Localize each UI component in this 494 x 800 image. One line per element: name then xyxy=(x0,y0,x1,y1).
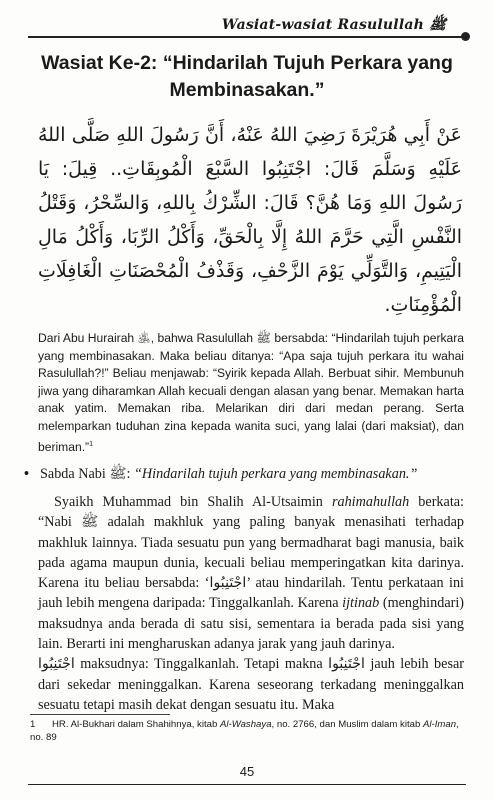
translation-text: Dari Abu Hurairah ﵁, bahwa Rasulullah ﷺ bersabda: “Hindarilah tujuh perkara yang membinasakan. Maka beliau ditanya: “Apa saja tujuh perkara itu wahai Rasulullah?!” Beliau menjawab: “Syirik kepada Allah. Berbuat sihir. Membunuh jiwa yang diharamkan Allah kecuali dengan alasan yang benar. Memakan harta anak yatim. Memakan riba. Melarikan diri dari medan perang. Serta melemparkan tuduhan zina kepada wanita suci, yang lalai (dari maksiat), dan beriman.” xyxy=(38,331,464,454)
p1-text-a: Syaikh Muhammad bin Shalih Al-Utsaimin xyxy=(54,494,332,510)
footnote-rule xyxy=(30,714,170,715)
running-title: Wasiat-wasiat Rasulullah ﷺ xyxy=(221,17,446,33)
commentary-paragraph-1 xyxy=(38,492,464,654)
bullet-lead: Sabda Nabi ﷺ: xyxy=(40,466,134,482)
footnote-book-a: Al-Washaya xyxy=(219,719,272,730)
footnote-text-a: HR. Al-Bukhari dalam Shahihnya, kitab xyxy=(52,719,220,730)
bullet-quote: “Hindarilah tujuh perkara yang membinasakan.” xyxy=(134,466,418,482)
bullet-point xyxy=(24,464,464,484)
footnote-text-c: , no. 89 xyxy=(30,719,459,743)
p2-arabic-word-2: اجْتَنِبُوا xyxy=(328,656,365,673)
bottom-rule xyxy=(28,784,466,785)
p2-text-b: jauh lebih besar dari sekedar meninggalkan. Karena seseorang terkadang meninggalkan sesuatu tetapi masih dekat dengan sesuatu itu. Maka xyxy=(38,656,464,713)
header-ornament-dot xyxy=(461,32,470,41)
hadith-arabic-text: عَنْ أَبِي هُرَيْرَةَ رَضِيَ اللهُ عَنْهُ، أَنَّ رَسُولَ اللهِ صَلَّى اللهُ عَلَيْهِ وَسَلَّمَ قَالَ: اجْتَنِبُوا السَّبْعَ الْمُوبِقَاتِ.. قِيلَ: يَا رَسُولَ اللهِ وَمَا هُنَّ؟ قَالَ: الشِّرْكُ بِاللهِ، وَالسِّحْرُ، وَقَتْلُ النَّفْسِ الَّتِي حَرَّمَ اللهُ إِلَّا بِالْحَقِّ، وَأَكْلُ الرِّبَا، وَأَكْلُ مَالِ الْيَتِيمِ، وَالتَّوَلِّي يَوْمَ الزَّحْفِ، وَقَذْفُ الْمُحْصَنَاتِ الْغَافِلَاتِ الْمُؤْمِنَاتِ. xyxy=(38,124,462,316)
running-header xyxy=(28,12,466,40)
p1-term-ijtinab: ijtinab xyxy=(342,595,380,612)
footnote-number: 1 xyxy=(30,719,36,730)
footnote xyxy=(30,718,464,744)
bullet-icon: • xyxy=(24,466,29,482)
p1-arabic-word: اجْتَنِبُوا xyxy=(209,575,247,592)
hadith-translation xyxy=(38,330,464,456)
p2-arabic-word: اجْتَنِبُوا xyxy=(38,656,75,673)
p2-text-a: maksudnya: Tinggalkanlah. Tetapi makna xyxy=(74,656,329,673)
chapter-title: Wasiat Ke-2: “Hindarilah Tujuh Perkara yang Membinasakan.” xyxy=(41,52,453,101)
footnote-book-b: Al-Iman xyxy=(422,719,457,730)
commentary-paragraph-2 xyxy=(38,654,464,715)
page-number: 45 xyxy=(239,764,255,779)
p1-honorific: rahimahullah xyxy=(331,494,410,510)
commentary-body xyxy=(38,492,464,715)
p1-text-c: ’ atau hindarilah. Tentu perkataan ini jauh lebih mengena daripada: Tinggalkanlah. Karena xyxy=(38,575,464,612)
footnote-reference: 1 xyxy=(89,440,93,448)
p1-text-d: (menghindari) maksudnya anda berada di satu sisi, sementara ia berada pada sisi yang lain. Berarti ini mengharuskan adanya jarak yang jauh darinya. xyxy=(38,595,465,653)
p1-text-b: berkata: “Nabi ﷺ adalah makhluk yang paling banyak menasihati terhadap makhluk lainnya. Tiada sesuatu pun yang bermadharat bagi manusia, baik pada agama maupun dunia, kecuali beliau memperingatkan kita darinya. Karena itu beliau bersabda: ‘ xyxy=(38,494,464,592)
header-rule xyxy=(28,36,466,38)
footnote-text-b: , no. 2766, dan Muslim dalam kitab xyxy=(271,719,423,730)
